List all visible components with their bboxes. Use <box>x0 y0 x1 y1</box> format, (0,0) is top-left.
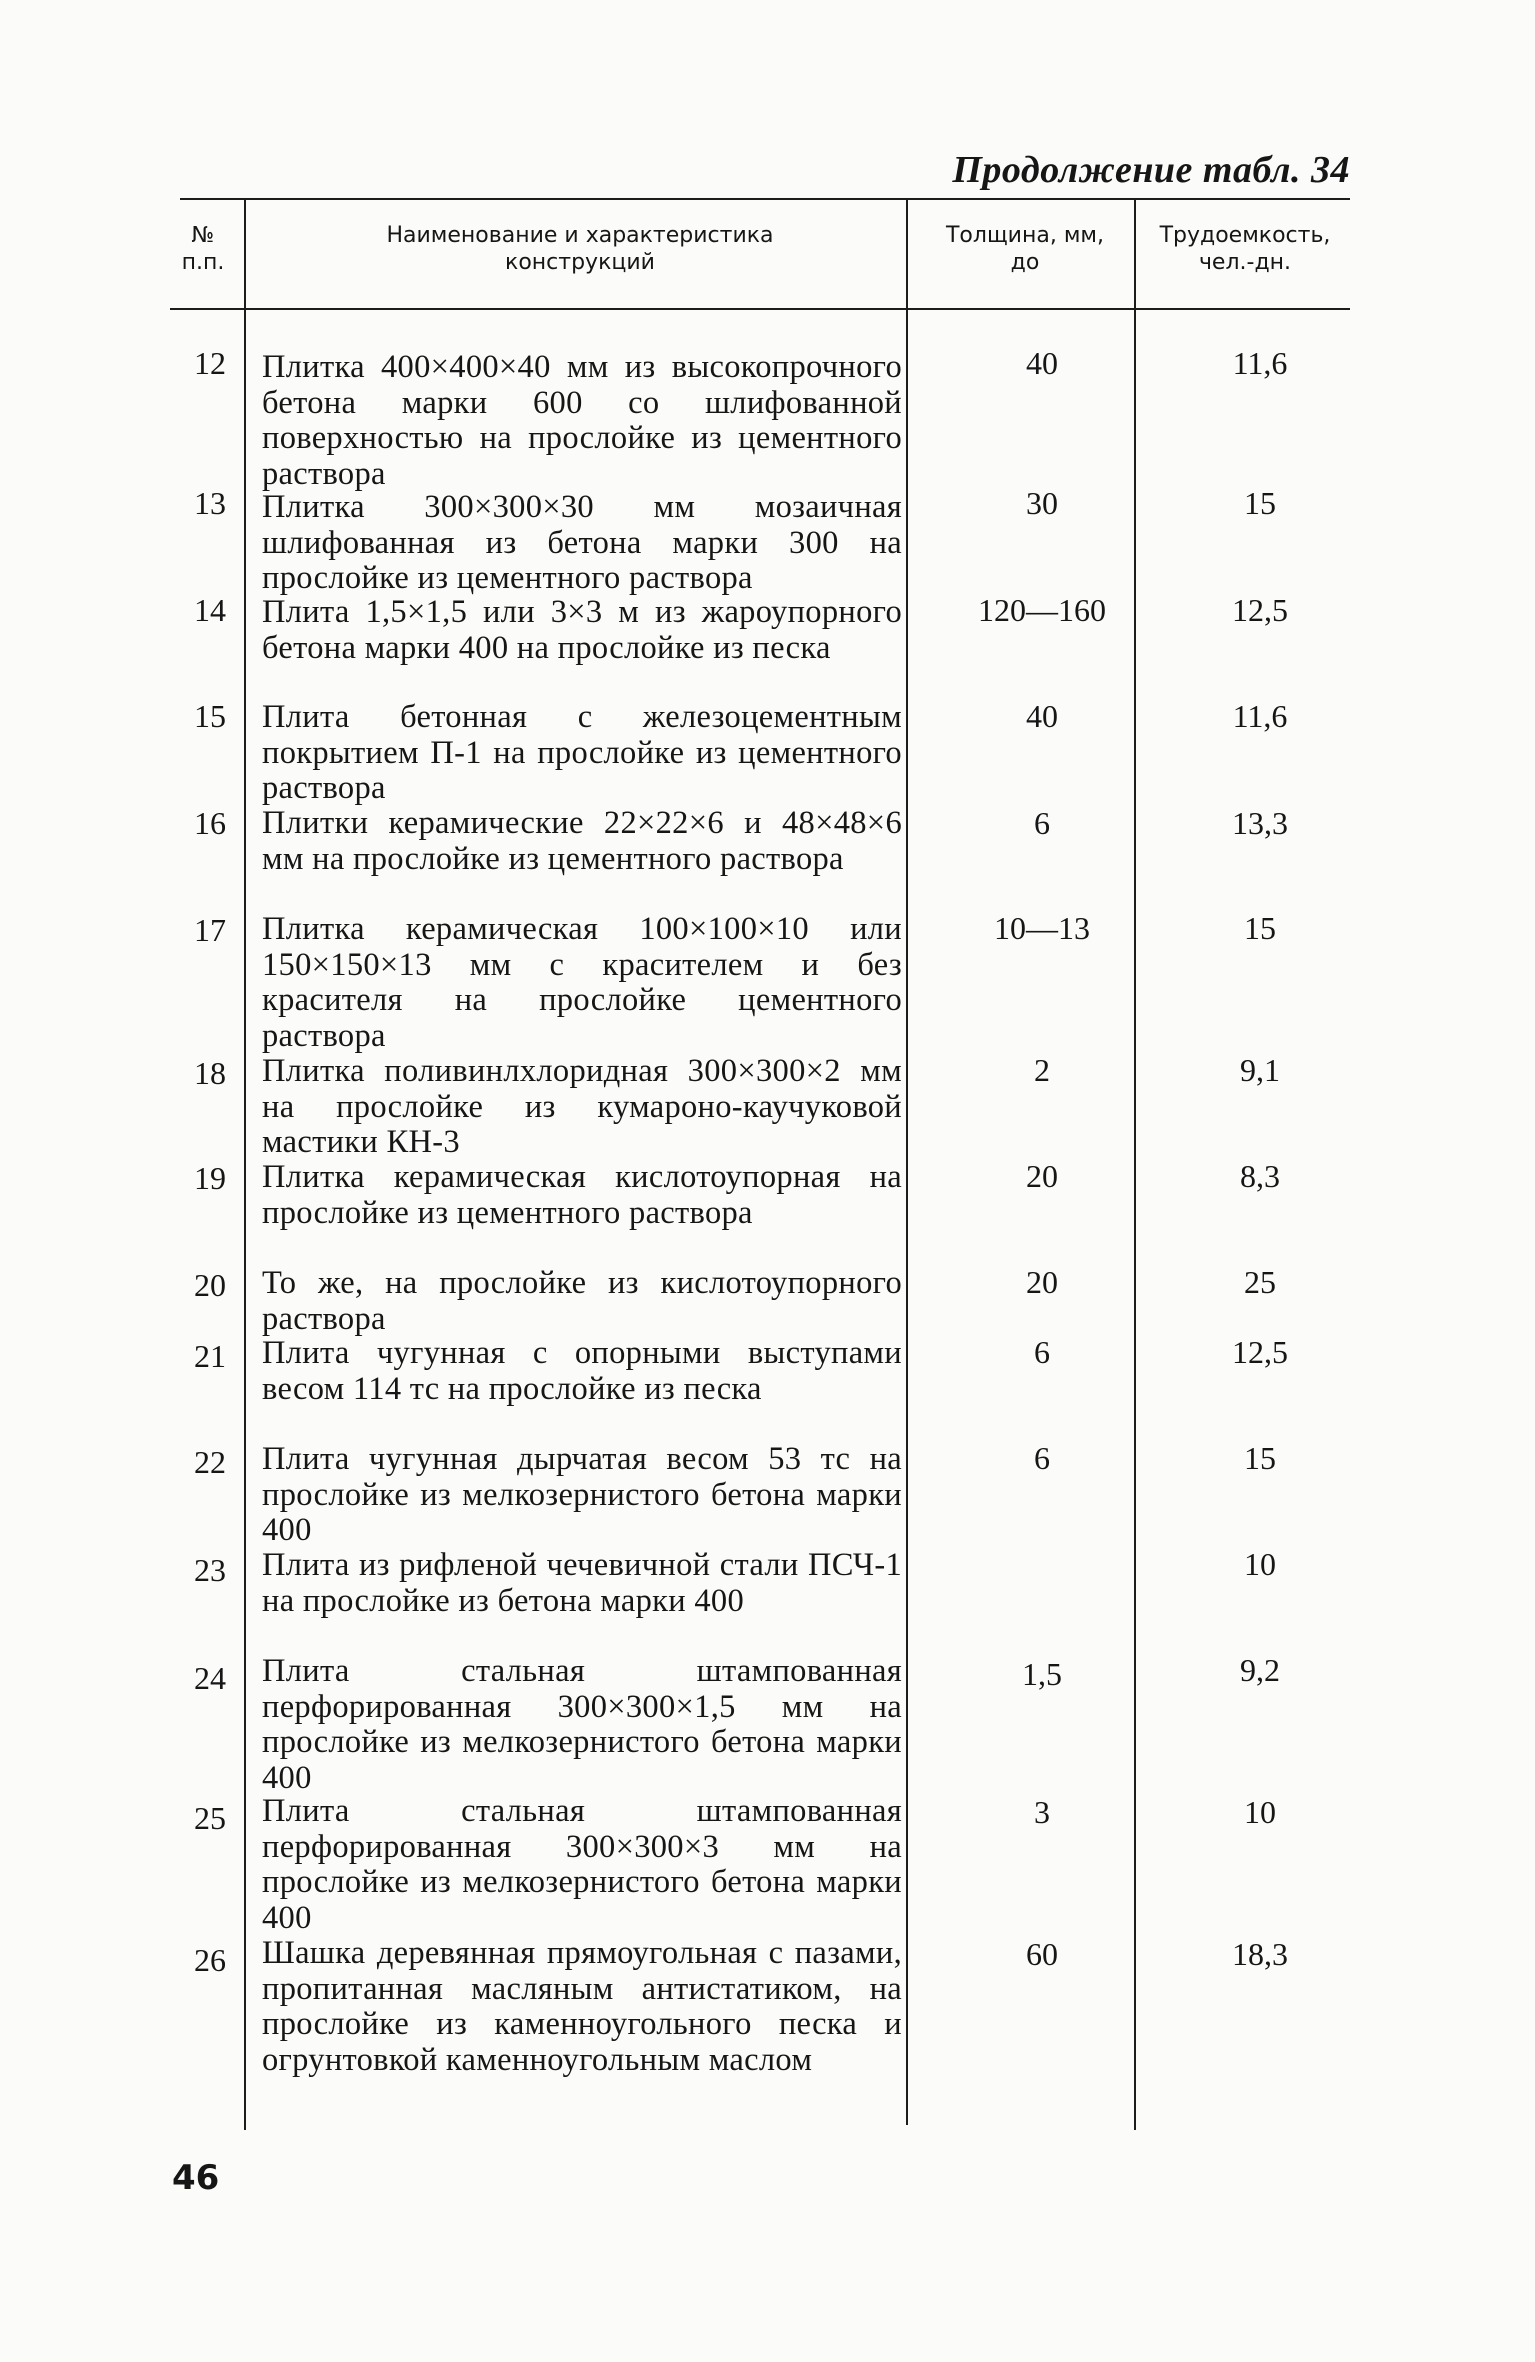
row-labor: 15 <box>1244 485 1276 521</box>
header-no: № п.п. <box>181 223 225 275</box>
row-labor: 13,3 <box>1232 805 1288 841</box>
row-description: Плита чугунная дырчатая весом 53 тс на прослойке из мелкозернистого бетона марки 400 <box>262 1441 902 1548</box>
row-labor: 10 <box>1244 1794 1276 1830</box>
row-number: 21 <box>194 1338 226 1374</box>
row-labor: 12,5 <box>1232 1334 1288 1370</box>
row-thickness: 3 <box>1034 1794 1050 1830</box>
row-description: Плитка 300×300×30 мм мозаичная шлифованная из бетона марки 300 на прослойке из цементного раствора <box>262 489 902 596</box>
row-number: 19 <box>194 1160 226 1196</box>
row-description: Плитки керамические 22×22×6 и 48×48×6 мм на прослойке из цементного раствора <box>262 805 902 877</box>
row-number: 25 <box>194 1800 226 1836</box>
header-bottom-rule <box>170 308 1350 310</box>
header-labor: Трудоемкость, чел.-дн. <box>1159 223 1331 275</box>
row-description: Плита 1,5×1,5 или 3×3 м из жароупорного бетона марки 400 на прослойке из песка <box>262 594 902 666</box>
row-thickness: 1,5 <box>1022 1656 1062 1692</box>
row-number: 15 <box>194 698 226 734</box>
row-number: 26 <box>194 1942 226 1978</box>
row-labor: 25 <box>1244 1264 1276 1300</box>
row-number: 17 <box>194 912 226 948</box>
row-description: Плита чугунная с опорными выступами весом 114 тс на прослойке из песка <box>262 1335 902 1407</box>
row-number: 24 <box>194 1660 226 1696</box>
row-thickness: 6 <box>1034 1440 1050 1476</box>
row-description: Плитка 400×400×40 мм из высокопрочного бетона марки 600 со шлифованной поверхностью на прослойке из цементного раствора <box>262 349 902 492</box>
row-thickness: 20 <box>1026 1158 1058 1194</box>
row-number: 18 <box>194 1055 226 1091</box>
row-number: 20 <box>194 1267 226 1303</box>
row-number: 16 <box>194 805 226 841</box>
table-caption: Продолжение табл. 34 <box>952 149 1350 191</box>
row-thickness: 60 <box>1026 1936 1058 1972</box>
row-description: То же, на прослойке из кислотоупорного раствора <box>262 1265 902 1337</box>
row-description: Плитка поливинлхлоридная 300×300×2 мм на прослойке из кумароно-каучуковой мастики КН-3 <box>262 1053 902 1160</box>
row-number: 23 <box>194 1552 226 1588</box>
row-description: Плитка керамическая кислотоупорная на прослойке из цементного раствора <box>262 1159 902 1231</box>
header-name: Наименование и характеристика конструкций <box>386 223 774 275</box>
row-number: 13 <box>194 485 226 521</box>
row-thickness: 2 <box>1034 1052 1050 1088</box>
row-thickness: 40 <box>1026 345 1058 381</box>
page-number: 46 <box>172 2158 220 2198</box>
row-thickness: 40 <box>1026 698 1058 734</box>
row-description: Плитка керамическая 100×100×10 или 150×150×13 мм с красителем и без красителя на прослойке цементного раствора <box>262 911 902 1054</box>
row-thickness: 120—160 <box>978 592 1106 628</box>
row-labor: 9,2 <box>1240 1652 1280 1688</box>
row-labor: 12,5 <box>1232 592 1288 628</box>
row-labor: 15 <box>1244 1440 1276 1476</box>
row-labor: 9,1 <box>1240 1052 1280 1088</box>
row-description: Плита бетонная с железоцементным покрытием П-1 на прослойке из цементного раствора <box>262 699 902 806</box>
row-number: 22 <box>194 1444 226 1480</box>
row-labor: 11,6 <box>1232 345 1288 381</box>
row-thickness: 20 <box>1026 1264 1058 1300</box>
col-divider-1 <box>244 200 246 2130</box>
row-labor: 11,6 <box>1232 698 1288 734</box>
row-thickness: 6 <box>1034 805 1050 841</box>
row-description: Плита стальная штампованная перфорированная 300×300×1,5 мм на прослойке из мелкозернистого бетона марки 400 <box>262 1653 902 1796</box>
row-labor: 15 <box>1244 910 1276 946</box>
header-thickness: Толщина, мм, до <box>945 223 1105 275</box>
row-labor: 18,3 <box>1232 1936 1288 1972</box>
row-thickness: 6 <box>1034 1334 1050 1370</box>
row-description: Плита стальная штампованная перфорированная 300×300×3 мм на прослойке из мелкозернистого бетона марки 400 <box>262 1793 902 1936</box>
row-labor: 10 <box>1244 1546 1276 1582</box>
top-rule <box>180 198 1350 200</box>
row-number: 14 <box>194 592 226 628</box>
row-labor: 8,3 <box>1240 1158 1280 1194</box>
row-thickness: 30 <box>1026 485 1058 521</box>
col-divider-2 <box>906 200 908 2125</box>
row-description: Плита из рифленой чечевичной стали ПСЧ-1 на прослойке из бетона марки 400 <box>262 1547 902 1619</box>
row-description: Шашка деревянная прямоугольная с пазами, пропитанная масляным антистатиком, на прослойке из каменноугольного песка и огрунтовкой каменноугольным маслом <box>262 1935 902 2078</box>
row-thickness: 10—13 <box>994 910 1090 946</box>
row-number: 12 <box>194 345 226 381</box>
